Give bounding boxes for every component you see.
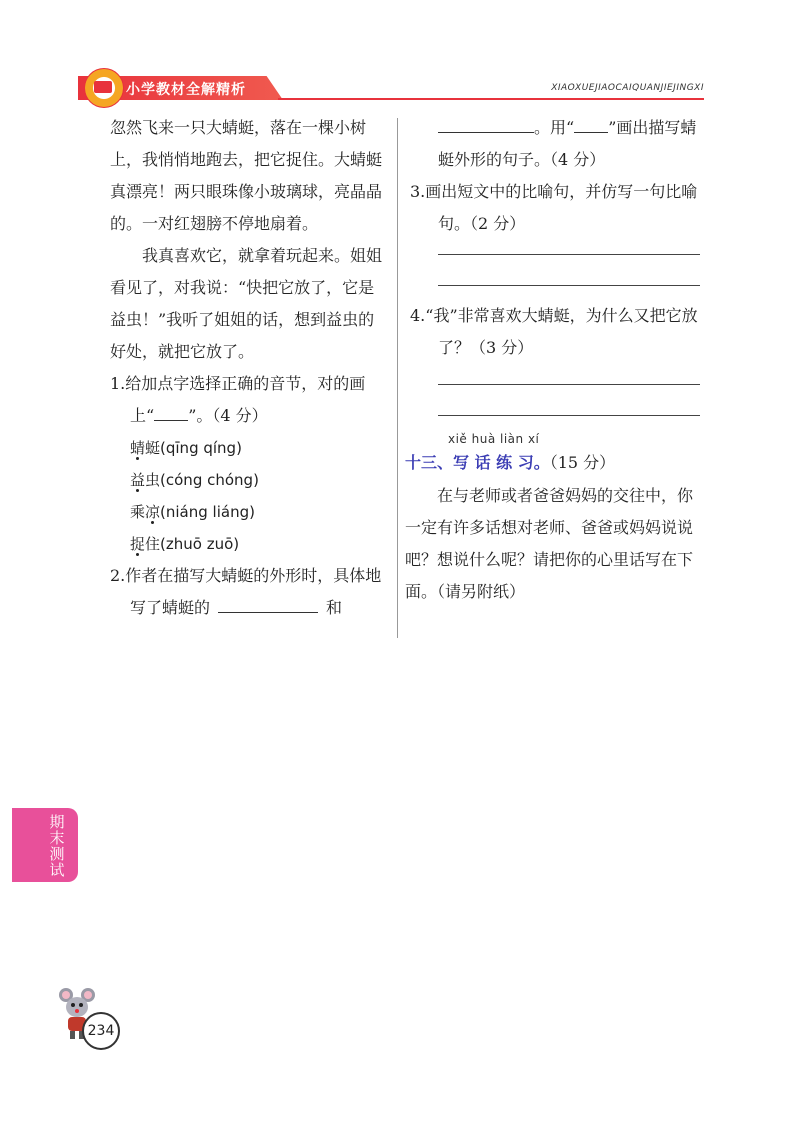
side-tab-label: 期末测试	[49, 813, 65, 879]
section-title-text: 十三、写 话 练 习。	[405, 453, 550, 472]
option-char: 虫	[145, 471, 161, 489]
question-1-text-b: ”。（4 分）	[188, 406, 268, 425]
answer-blank[interactable]	[154, 402, 188, 421]
header-pinyin-title: XIAOXUEJIAOCAIQUANJIEJINGXI	[551, 83, 704, 93]
section-13-body: 在与老师或者爸爸妈妈的交往中，你一定有许多话想对老师、爸爸或妈妈说说吧？想说什么呢？请把你的心里话写在下面。（请另附纸）	[405, 486, 694, 601]
left-column	[110, 112, 388, 624]
question-1	[110, 368, 388, 432]
passage-paragraph-2: 我真喜欢它，就拿着玩起来。姐姐看见了，对我说：“快把它放了，它是益虫！”我听了姐姐的话，想到益虫的好处，就把它放了。	[110, 246, 383, 361]
header-rule	[278, 98, 704, 100]
option-item	[110, 432, 388, 464]
page-header	[78, 76, 704, 100]
answer-blank[interactable]	[438, 114, 534, 133]
section-title-pinyin: xiě huà liàn xí	[448, 432, 540, 446]
option-text: (cóng chóng)	[160, 471, 259, 489]
question-4: 4.“我”非常喜欢大蜻蜓，为什么又把它放了？（3 分）	[410, 306, 698, 357]
section-13-title	[405, 450, 615, 473]
question-2-cont-text-b: ”画出描写蜻蜓外形的句子。（4 分）	[438, 118, 697, 169]
dotted-char: 捉	[130, 535, 146, 553]
question-2	[110, 560, 388, 624]
question-2-continued	[410, 112, 700, 176]
option-item	[110, 528, 388, 560]
dotted-char: 蜻	[130, 439, 146, 457]
question-2-text-b: 和	[326, 598, 343, 617]
right-column	[410, 112, 700, 416]
question-2-text-a: 2.作者在描写大蜻蜓的外形时，具体地写了蜻蜓的	[110, 566, 382, 617]
column-divider	[397, 118, 398, 638]
publisher-logo-icon	[84, 68, 124, 108]
option-text: (niáng liáng)	[160, 503, 255, 521]
answer-blank[interactable]	[574, 114, 608, 133]
section-score: （15 分）	[549, 453, 616, 472]
question-2-cont-text-a: 。用“	[534, 118, 575, 137]
passage-paragraph-1: 忽然飞来一只大蜻蜓，落在一棵小树上，我悄悄地跑去，把它捉住。大蜻蜓真漂亮！两只眼珠像小玻璃球，亮晶晶的。一对红翅膀不停地扇着。	[110, 118, 383, 233]
option-char: 乘	[130, 503, 146, 521]
option-item	[110, 464, 388, 496]
question-3: 3.画出短文中的比喻句，并仿写一句比喻句。（2 分）	[410, 182, 698, 233]
answer-line[interactable]	[438, 415, 700, 416]
option-text: 住(zhuō zuō)	[145, 535, 240, 553]
answer-blank[interactable]	[218, 594, 318, 613]
option-text: 蜓(qīng qíng)	[145, 439, 242, 457]
option-item	[110, 496, 388, 528]
dotted-char: 益	[130, 471, 146, 489]
header-title: 小学教材全解精析	[126, 82, 246, 98]
side-tab	[12, 808, 78, 882]
question-1-text-a: 1.给加点字选择正确的音节，对的画上“	[110, 374, 366, 425]
page-number: 234	[82, 1012, 120, 1050]
dotted-char: 凉	[145, 503, 161, 521]
